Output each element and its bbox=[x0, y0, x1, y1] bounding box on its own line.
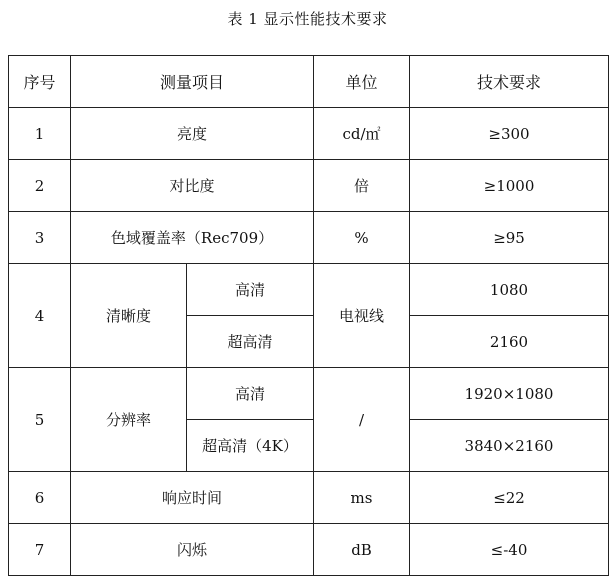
row-req: 1920×1080 bbox=[410, 368, 609, 420]
table-row bbox=[9, 108, 609, 160]
spec-table bbox=[8, 55, 609, 576]
header-no: 序号 bbox=[9, 56, 71, 108]
row-req: 2160 bbox=[410, 316, 609, 368]
table-row bbox=[9, 368, 609, 420]
table-header-row bbox=[9, 56, 609, 108]
row-item: 对比度 bbox=[71, 160, 314, 212]
row-no: 5 bbox=[9, 368, 71, 472]
row-unit: % bbox=[314, 212, 410, 264]
table-row bbox=[9, 472, 609, 524]
table-row bbox=[9, 264, 609, 316]
row-item: 亮度 bbox=[71, 108, 314, 160]
header-req: 技术要求 bbox=[410, 56, 609, 108]
row-unit: dB bbox=[314, 524, 410, 576]
row-req: 3840×2160 bbox=[410, 420, 609, 472]
row-subitem: 高清 bbox=[187, 368, 314, 420]
header-unit: 单位 bbox=[314, 56, 410, 108]
row-unit: cd/㎡ bbox=[314, 108, 410, 160]
header-item: 测量项目 bbox=[71, 56, 314, 108]
row-req: ≤22 bbox=[410, 472, 609, 524]
row-item: 色域覆盖率（Rec709） bbox=[71, 212, 314, 264]
row-unit: 电视线 bbox=[314, 264, 410, 368]
row-unit: ms bbox=[314, 472, 410, 524]
row-no: 1 bbox=[9, 108, 71, 160]
row-req: ≥300 bbox=[410, 108, 609, 160]
row-req: ≥1000 bbox=[410, 160, 609, 212]
table-row bbox=[9, 524, 609, 576]
row-subitem: 高清 bbox=[187, 264, 314, 316]
row-unit: 倍 bbox=[314, 160, 410, 212]
row-subitem: 超高清（4K） bbox=[187, 420, 314, 472]
row-subitem: 超高清 bbox=[187, 316, 314, 368]
row-no: 3 bbox=[9, 212, 71, 264]
row-item: 闪烁 bbox=[71, 524, 314, 576]
row-no: 7 bbox=[9, 524, 71, 576]
table-caption: 表 1 显示性能技术要求 bbox=[227, 10, 388, 28]
row-req: ≤-40 bbox=[410, 524, 609, 576]
row-req: 1080 bbox=[410, 264, 609, 316]
row-unit: / bbox=[314, 368, 410, 472]
row-no: 4 bbox=[9, 264, 71, 368]
row-item: 分辨率 bbox=[71, 368, 187, 472]
table-row bbox=[9, 212, 609, 264]
row-req: ≥95 bbox=[410, 212, 609, 264]
row-item: 清晰度 bbox=[71, 264, 187, 368]
row-no: 2 bbox=[9, 160, 71, 212]
table-row bbox=[9, 160, 609, 212]
row-item: 响应时间 bbox=[71, 472, 314, 524]
row-no: 6 bbox=[9, 472, 71, 524]
